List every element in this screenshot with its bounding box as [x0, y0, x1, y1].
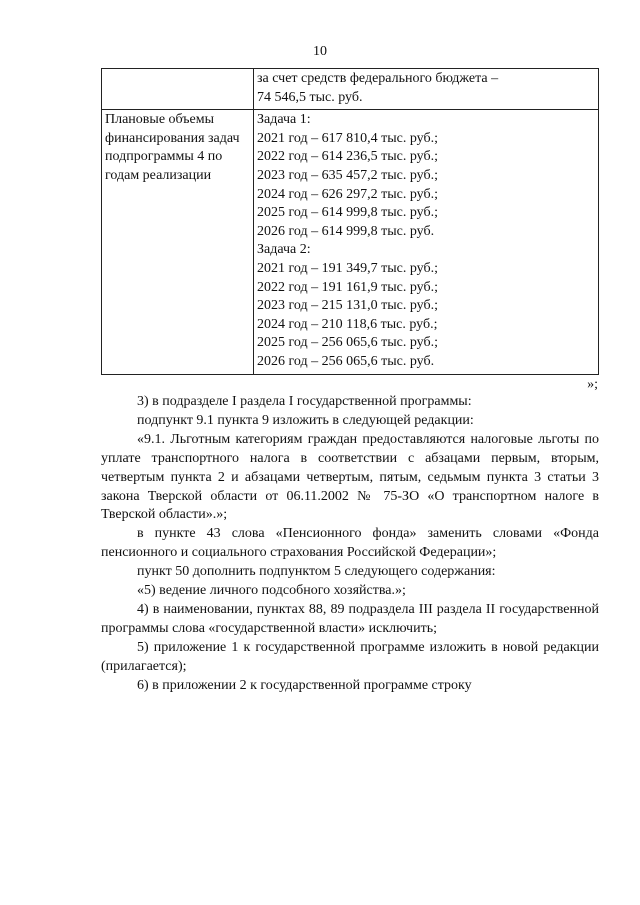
table-row: [102, 110, 599, 374]
funding-line: 2025 год – 256 065,6 тыс. руб.;: [257, 335, 438, 351]
funding-line: 2023 год – 635 457,2 тыс. руб.;: [257, 167, 438, 183]
table-cell-label: [102, 110, 254, 374]
task-heading: Задача 1:: [257, 112, 311, 128]
page-number: 10: [313, 44, 327, 59]
paragraph: пункт 50 дополнить подпунктом 5 следующего содержания:: [137, 564, 496, 580]
funding-line: 2024 год – 210 118,6 тыс. руб.;: [257, 316, 438, 332]
funding-line: 2025 год – 614 999,8 тыс. руб.;: [257, 205, 438, 221]
table-line: годам реализации: [105, 167, 212, 183]
table-cell-value: [254, 110, 599, 374]
table-line: финансирования задач: [105, 130, 240, 146]
paragraph: 3) в подразделе I раздела I государственной программы:: [137, 394, 472, 409]
funding-line: 2022 год – 191 161,9 тыс. руб.;: [257, 279, 438, 295]
table-line: за счет средств федерального бюджета –: [257, 71, 499, 86]
table-row: [102, 69, 599, 110]
task-heading: Задача 2:: [257, 242, 311, 258]
funding-table: [101, 68, 599, 375]
document-body: [101, 393, 599, 696]
funding-line: 2026 год – 614 999,8 тыс. руб.: [257, 223, 435, 239]
funding-line: 2024 год – 626 297,2 тыс. руб.;: [257, 186, 438, 202]
table-line: подпрограммы 4 по: [105, 149, 223, 165]
paragraph: «9.1. Льготным категориям граждан предоставляются налоговые льготы по уплате транспортного налога в соответствии с абзацами первым, вторым, четвертым пункта 2 и абзацами четвертым, пятым, седьмым пункта 3 статьи 3 закона Тверской области от 06.11.2002 № 75-ЗО «О транспортном налоге в Тверской области».»;: [101, 431, 599, 523]
paragraph: «5) ведение личного подсобного хозяйства.»;: [137, 583, 406, 599]
table-cell-value: [254, 69, 599, 110]
paragraph: 4) в наименовании, пунктах 88, 89 подраздела III раздела II государственной программы слова «государственной власти» исключить;: [101, 601, 599, 636]
table-line: Плановые объемы: [105, 112, 215, 128]
paragraph: 5) приложение 1 к государственной программе изложить в новой редакции (прилагается);: [101, 639, 599, 674]
paragraph: в пункте 43 слова «Пенсионного фонда» заменить словами «Фонда пенсионного и социального страхования Российской Федерации»;: [101, 526, 599, 561]
funding-line: 2021 год – 191 349,7 тыс. руб.;: [257, 260, 438, 276]
table-closing-quote: »;: [587, 377, 598, 392]
table-line: 74 546,5 тыс. руб.: [257, 89, 363, 105]
paragraph: 6) в приложении 2 к государственной программе строку: [137, 677, 472, 693]
funding-line: 2022 год – 614 236,5 тыс. руб.;: [257, 149, 438, 165]
funding-line: 2021 год – 617 810,4 тыс. руб.;: [257, 130, 438, 146]
funding-line: 2023 год – 215 131,0 тыс. руб.;: [257, 298, 438, 314]
paragraph: подпункт 9.1 пункта 9 изложить в следующей редакции:: [137, 412, 474, 428]
funding-line: 2026 год – 256 065,6 тыс. руб.: [257, 353, 435, 369]
table-cell-label: [102, 69, 254, 110]
